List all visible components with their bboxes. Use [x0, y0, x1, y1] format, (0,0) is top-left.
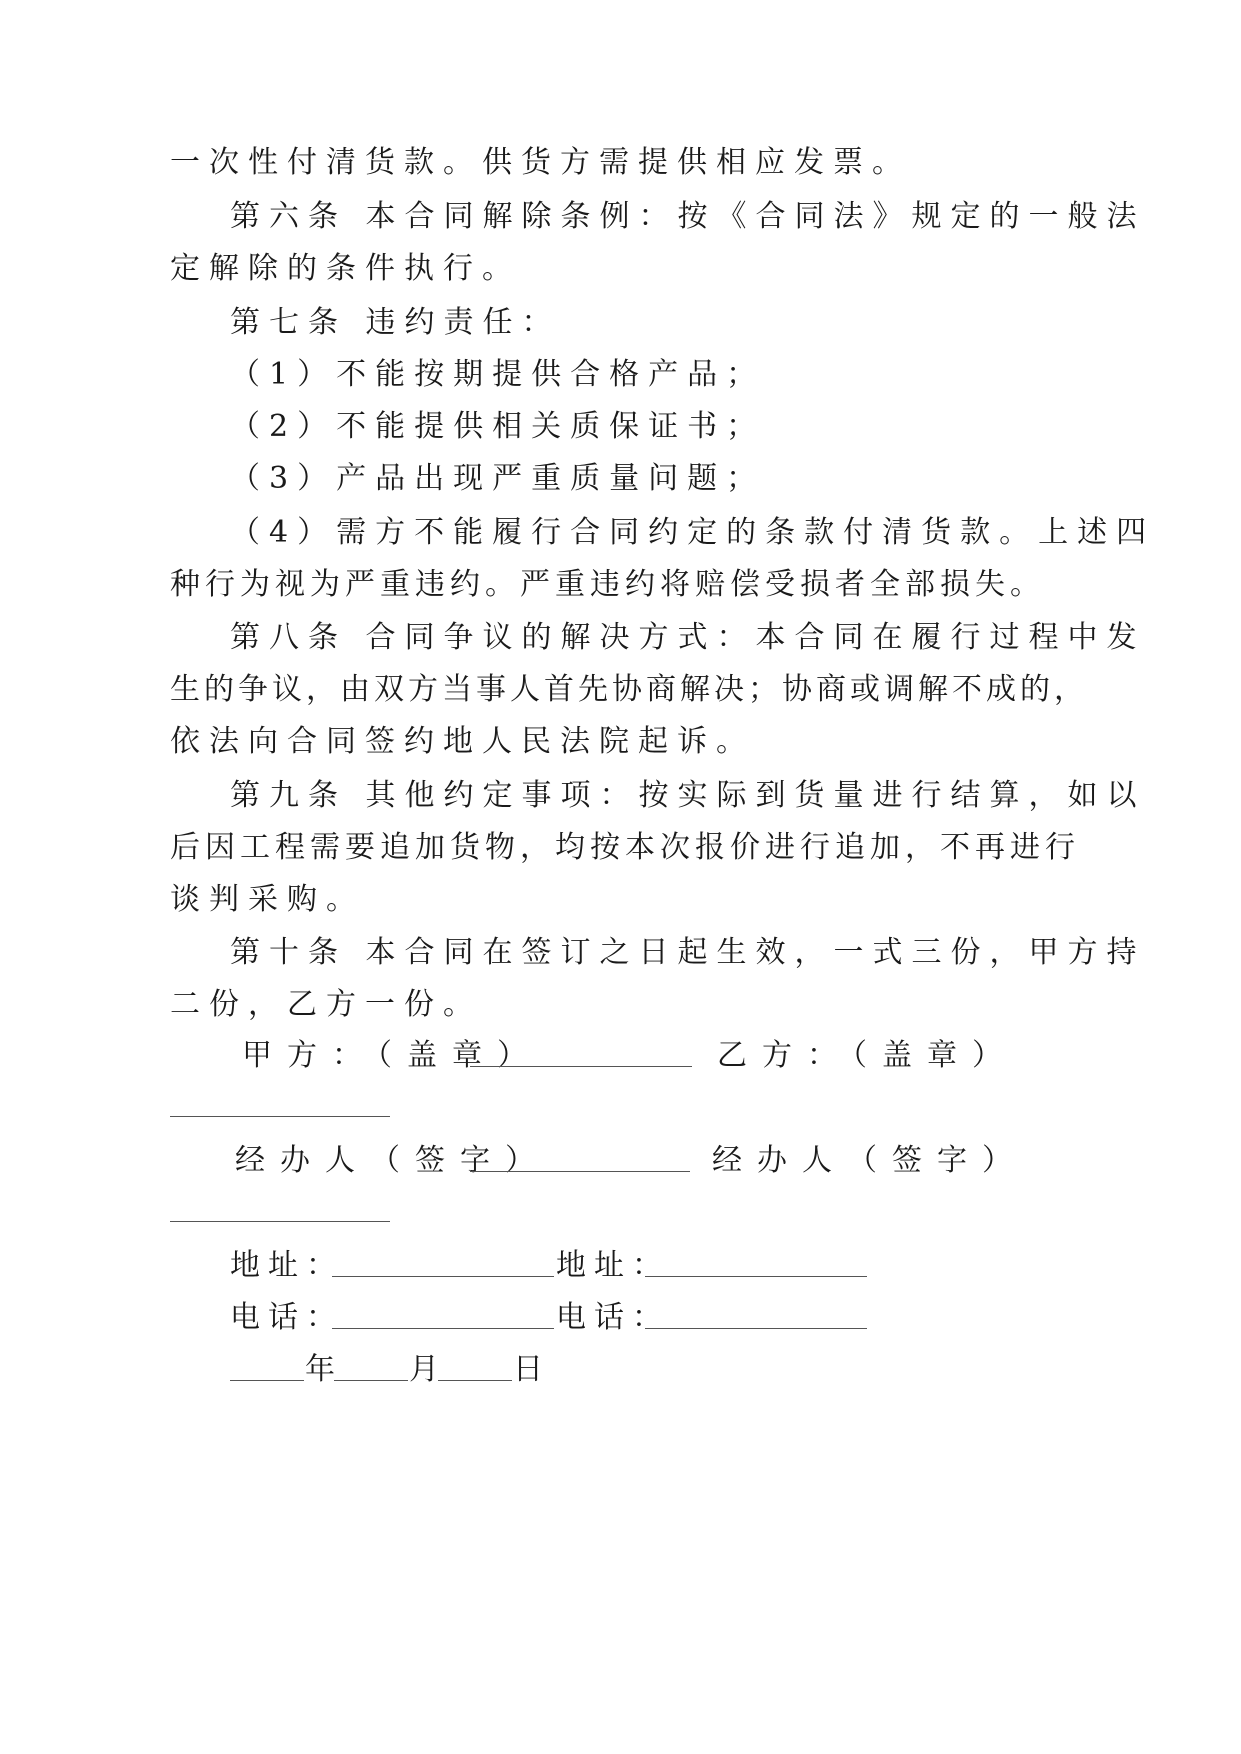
article-6-heading: 第六条 本合同解除条例：按《合同法》规定的一般法 [230, 199, 1146, 234]
breach-item-2: （2）不能提供相关质保证书； [230, 409, 766, 444]
phone-b-blank [645, 1328, 867, 1329]
contract-text-line: 依法向合同签约地人民法院起诉。 [170, 724, 755, 759]
party-b-seal-label: 乙方：（盖章） [717, 1038, 1017, 1073]
handler-b-label: 经办人（签字） [712, 1143, 1027, 1178]
day-label: 日 [513, 1352, 551, 1387]
day-blank [438, 1380, 512, 1381]
breach-item-3: （3）产品出现严重质量问题； [230, 461, 766, 496]
contract-text-line: 种行为视为严重违约。严重违约将赔偿受损者全部损失。 [170, 567, 1045, 602]
article-8-heading: 第八条 合同争议的解决方式：本合同在履行过程中发 [230, 620, 1146, 655]
article-10-heading: 第十条 本合同在签订之日起生效，一式三份，甲方持 [230, 935, 1146, 970]
month-blank [334, 1380, 408, 1381]
year-label: 年 [305, 1352, 343, 1387]
contract-text-line: 一次性付清货款。供货方需提供相应发票。 [170, 145, 911, 180]
phone-a-blank [332, 1328, 554, 1329]
contract-text-line: 生的争议，由双方当事人首先协商解决；协商或调解不成的， [170, 672, 1088, 707]
address-b-blank [645, 1276, 867, 1277]
year-blank [230, 1380, 304, 1381]
contract-text-line: 后因工程需要追加货物，均按本次报价进行追加，不再进行 [170, 830, 1080, 865]
contract-text-line: 定解除的条件执行。 [170, 251, 521, 286]
address-a-blank [332, 1276, 554, 1277]
breach-item-4: （4）需方不能履行合同约定的条款付清货款。上述四 [230, 515, 1156, 550]
party-b-seal-blank [170, 1116, 390, 1117]
contract-text-line: 谈判采购。 [170, 882, 365, 917]
address-b-label: 地址： [556, 1248, 670, 1283]
handler-a-blank [470, 1171, 690, 1172]
phone-b-label: 电话： [556, 1300, 670, 1335]
handler-a-label: 经办人（签字） [235, 1143, 550, 1178]
party-a-seal-label: 甲方：（盖章） [242, 1038, 542, 1073]
article-9-heading: 第九条 其他约定事项：按实际到货量进行结算，如以 [230, 778, 1146, 813]
article-7-heading: 第七条 违约责任： [230, 305, 561, 340]
handler-b-blank [170, 1221, 390, 1222]
phone-a-label: 电话： [230, 1300, 344, 1335]
contract-text-line: 二份，乙方一份。 [170, 987, 482, 1022]
party-a-seal-blank [470, 1066, 692, 1067]
address-a-label: 地址： [230, 1248, 344, 1283]
breach-item-1: （1）不能按期提供合格产品； [230, 357, 766, 392]
month-label: 月 [409, 1352, 447, 1387]
